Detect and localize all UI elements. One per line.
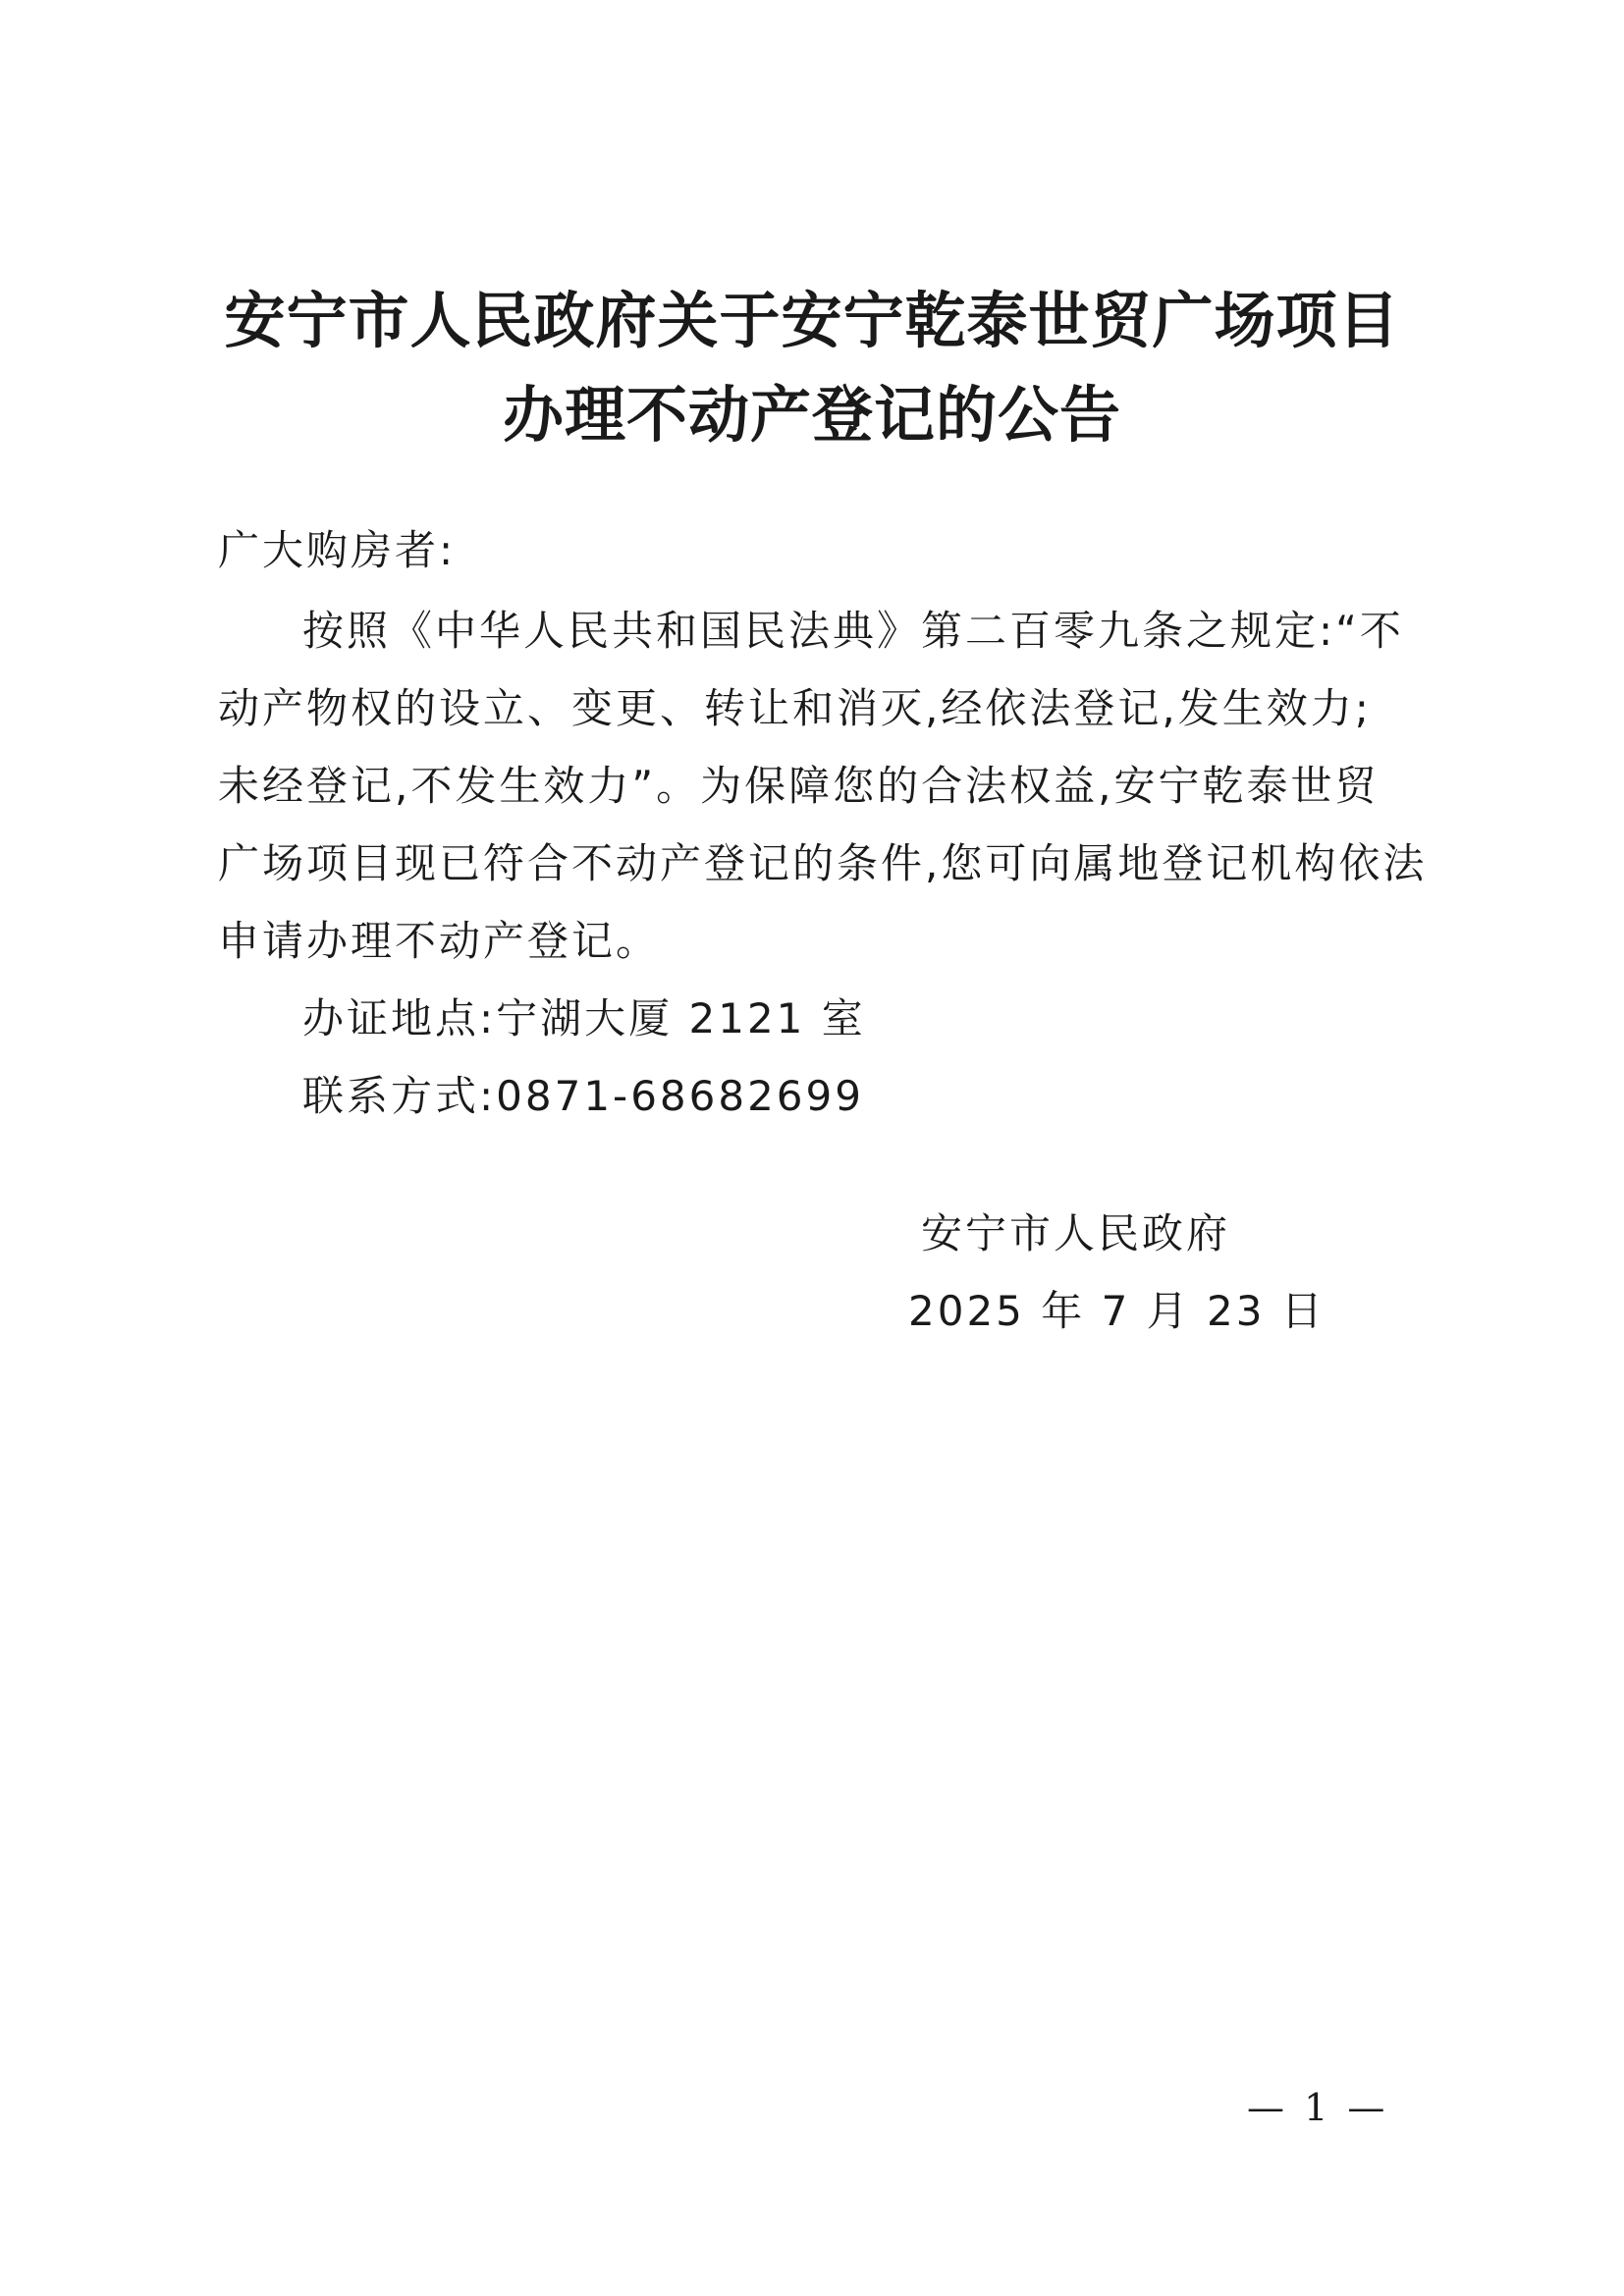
body-line-2: 动产物权的设立、变更、转让和消灭,经依法登记,发生效力; [218, 684, 1372, 732]
body-line-5: 申请办理不动产登记。 [218, 917, 661, 965]
body-line-4: 广场项目现已符合不动产登记的条件,您可向属地登记机构依法 [218, 839, 1428, 887]
body-line-3: 未经登记,不发生效力”。为保障您的合法权益,安宁乾泰世贸 [218, 762, 1380, 810]
document-title-line1: 安宁市人民政府关于安宁乾泰世贸广场项目 [224, 285, 1400, 356]
page-number: — 1 — [1247, 2086, 1389, 2129]
document-title-line2: 办理不动产登记的公告 [502, 379, 1121, 451]
signature-date: 2025 年 7 月 23 日 [908, 1287, 1326, 1335]
contact-phone: 联系方式:0871-68682699 [302, 1072, 864, 1120]
salutation: 广大购房者: [218, 526, 457, 574]
office-address: 办证地点:宁湖大厦 2121 室 [302, 994, 866, 1042]
body-line-1: 按照《中华人民共和国民法典》第二百零九条之规定:“不 [302, 607, 1404, 655]
signature-organization: 安宁市人民政府 [921, 1209, 1231, 1257]
